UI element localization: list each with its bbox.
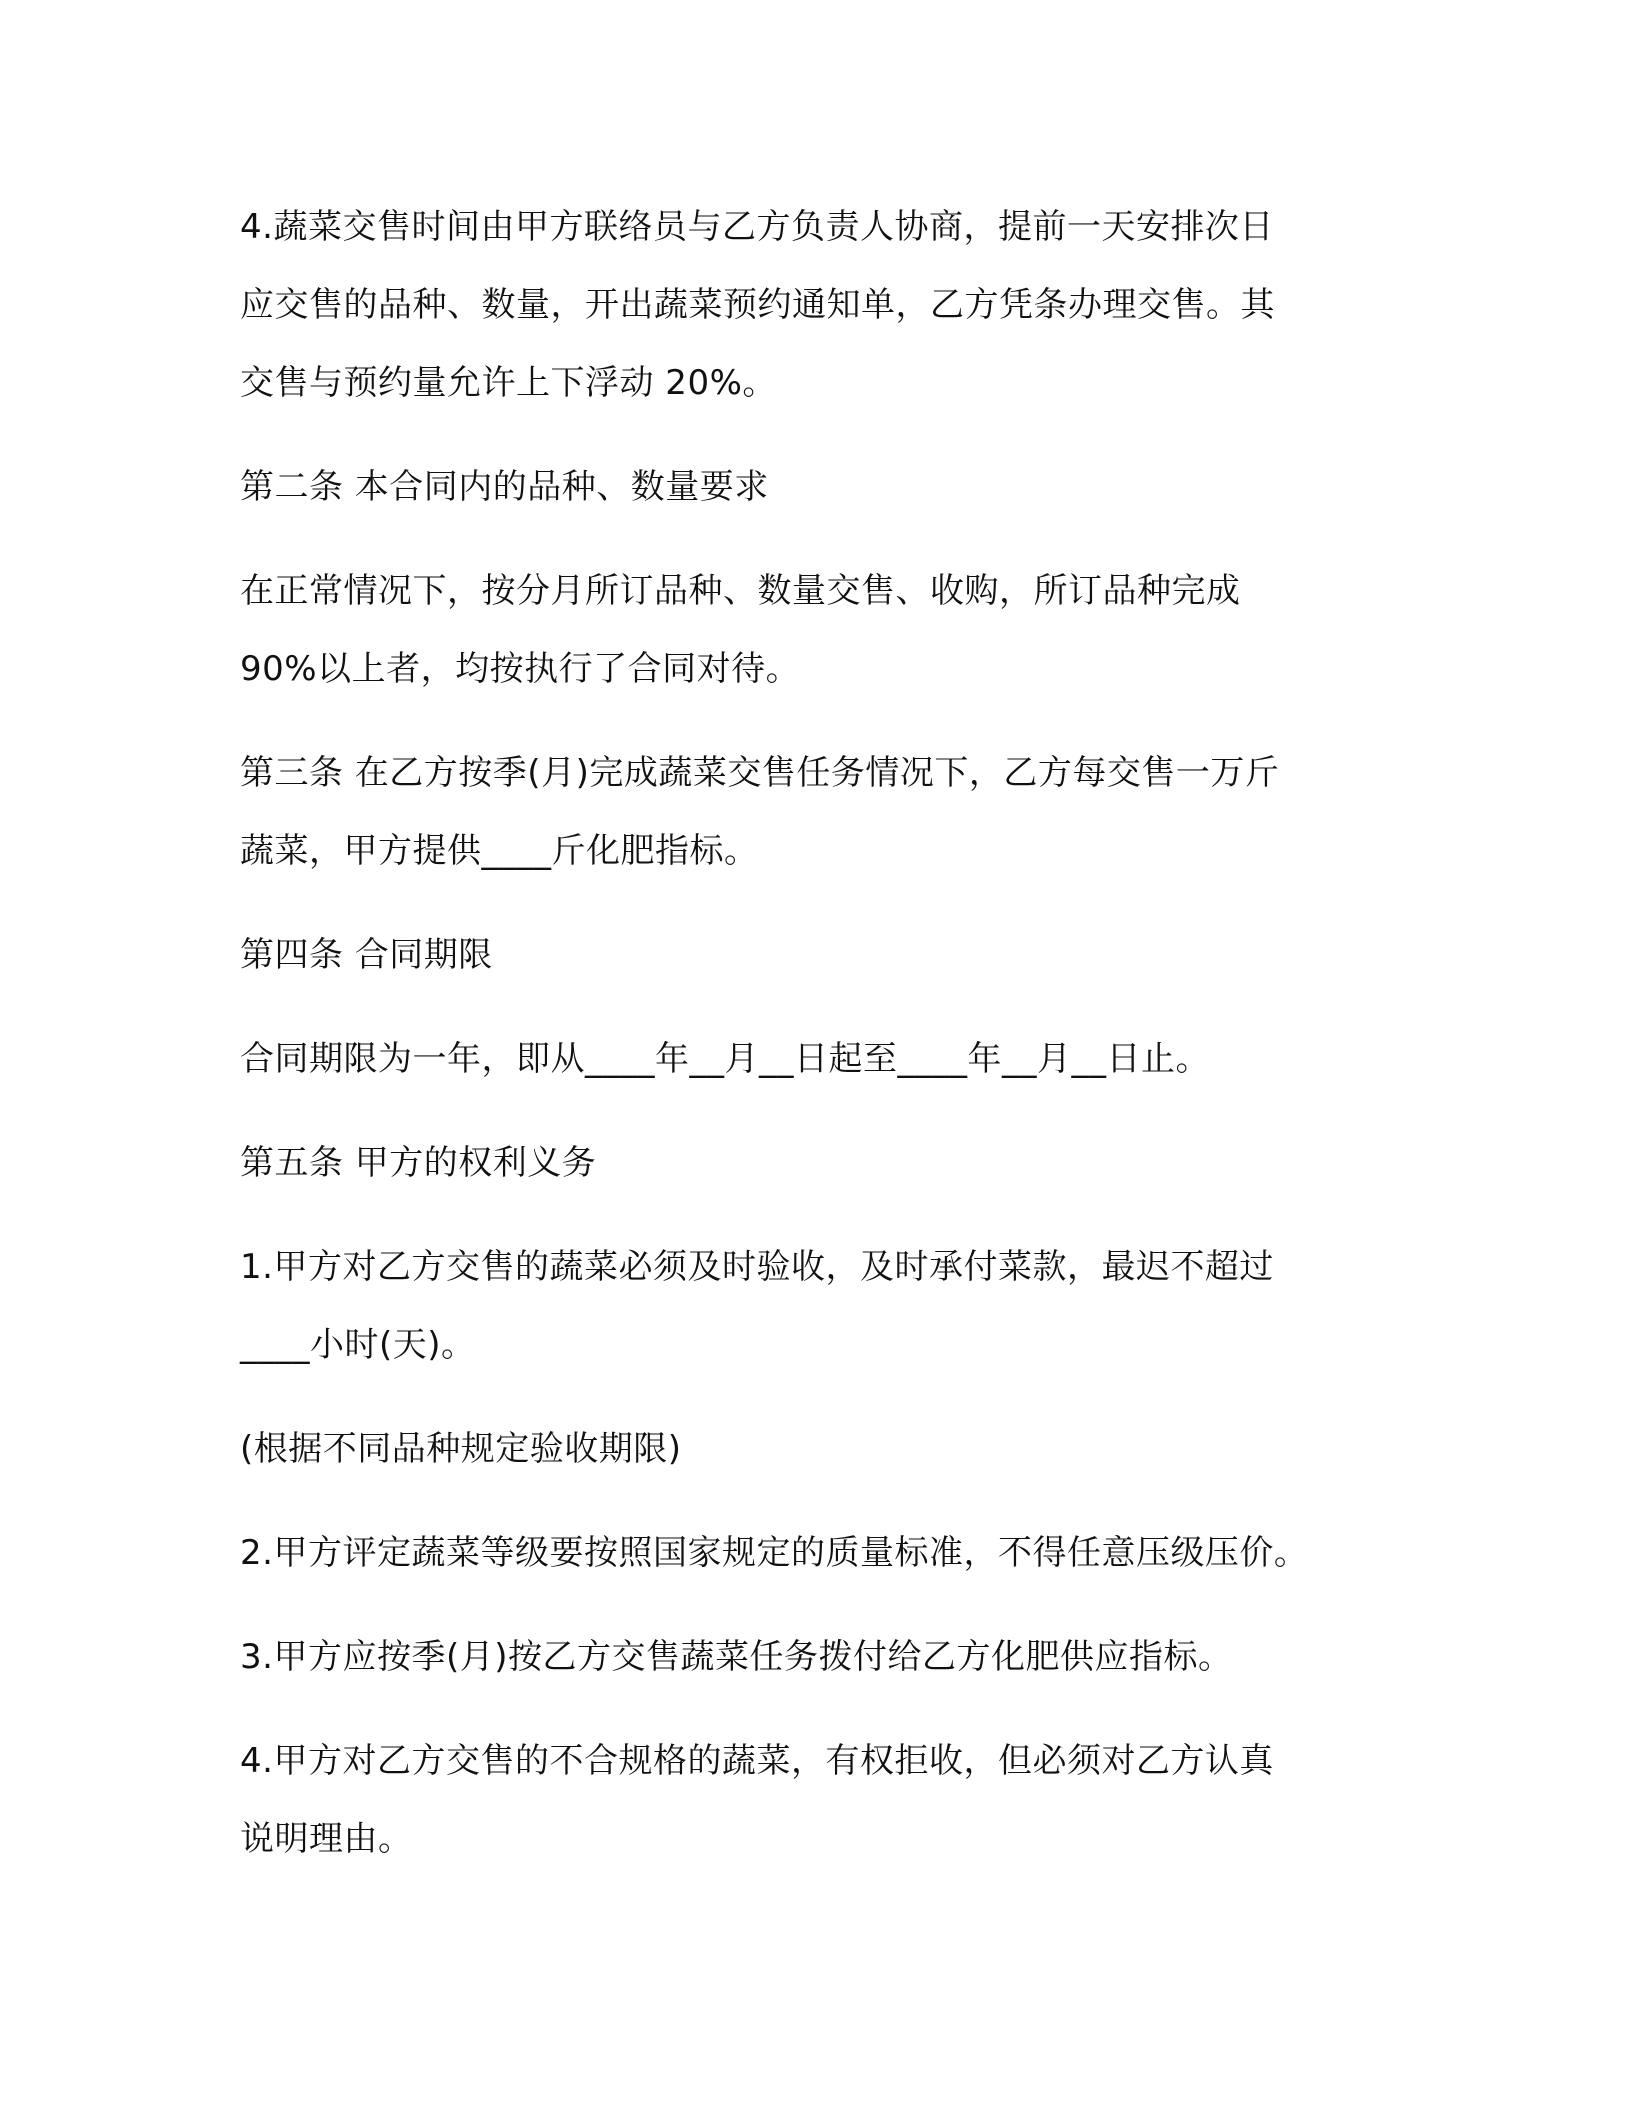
article-3: [240, 734, 1400, 890]
text-line: 90%以上者，均按执行了合同对待。: [240, 649, 801, 689]
heading-line: 第四条 合同期限: [240, 935, 493, 975]
text-line: 第三条 在乙方按季(月)完成蔬菜交售任务情况下，乙方每交售一万斤: [240, 753, 1280, 793]
text-line: 4.蔬菜交售时间由甲方联络员与乙方负责人协商，提前一天安排次日: [240, 207, 1274, 247]
article-5-item-2: [240, 1514, 1400, 1592]
text-line: 应交售的品种、数量，开出蔬菜预约通知单，乙方凭条办理交售。其: [240, 285, 1275, 325]
text-line: 合同期限为一年，即从____年__月__日起至____年__月__日止。: [240, 1039, 1210, 1079]
text-line: 交售与预约量允许上下浮动 20%。: [240, 363, 777, 403]
article-5-note: [240, 1410, 1400, 1488]
article-5-item-4: [240, 1722, 1400, 1878]
heading-line: 第五条 甲方的权利义务: [240, 1143, 597, 1183]
text-line: 3.甲方应按季(月)按乙方交售蔬菜任务拨付给乙方化肥供应指标。: [240, 1637, 1233, 1677]
text-line: 说明理由。: [240, 1819, 413, 1859]
document-body: [240, 188, 1400, 1904]
text-line: 4.甲方对乙方交售的不合规格的蔬菜，有权拒收，但必须对乙方认真: [240, 1741, 1274, 1781]
article-4-heading: [240, 916, 1400, 994]
text-line: ____小时(天)。: [240, 1325, 476, 1365]
text-line: (根据不同品种规定验收期限): [240, 1429, 682, 1469]
article-2-body: [240, 552, 1400, 708]
article-4-body: [240, 1020, 1400, 1098]
text-line: 2.甲方评定蔬菜等级要按照国家规定的质量标准，不得任意压级压价。: [240, 1533, 1309, 1573]
clause-1-item-4: [240, 188, 1400, 422]
text-line: 1.甲方对乙方交售的蔬菜必须及时验收，及时承付菜款，最迟不超过: [240, 1247, 1274, 1287]
heading-line: 第二条 本合同内的品种、数量要求: [240, 467, 769, 507]
article-5-heading: [240, 1124, 1400, 1202]
text-line: 在正常情况下，按分月所订品种、数量交售、收购，所订品种完成: [240, 571, 1241, 611]
text-line: 蔬菜，甲方提供____斤化肥指标。: [240, 831, 759, 871]
article-5-item-3: [240, 1618, 1400, 1696]
article-5-item-1: [240, 1228, 1400, 1384]
article-2-heading: [240, 448, 1400, 526]
